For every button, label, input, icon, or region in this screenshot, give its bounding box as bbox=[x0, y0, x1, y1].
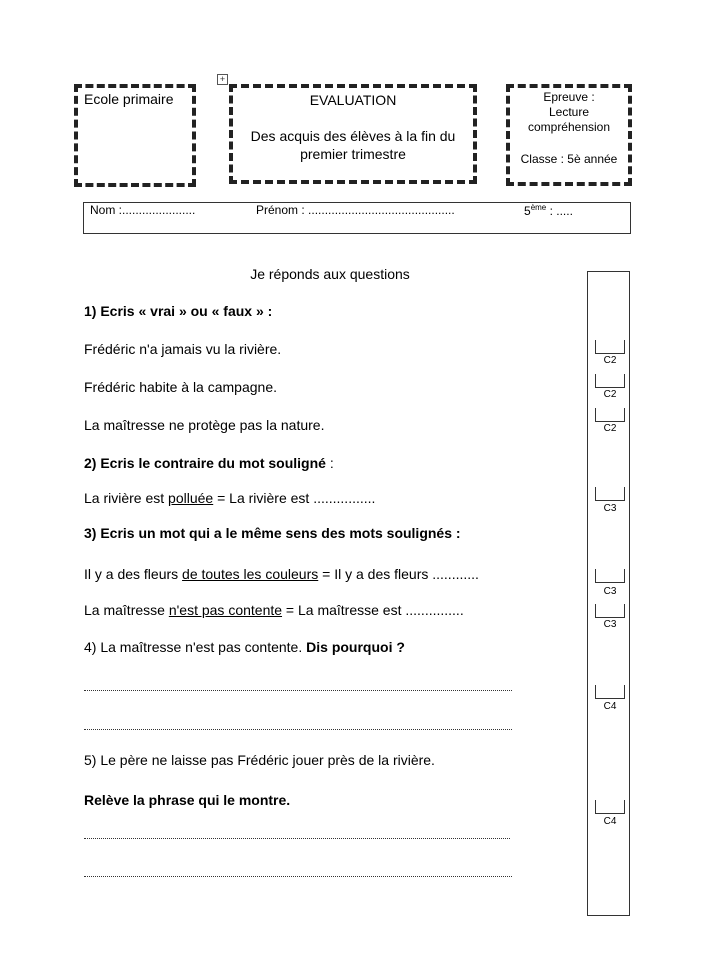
q3-s1-start: Il y a des fleurs bbox=[84, 566, 183, 582]
q4-answer-line-1[interactable] bbox=[84, 690, 512, 691]
school-box bbox=[74, 84, 196, 187]
q1-item-1: Frédéric n'a jamais vu la rivière. bbox=[84, 341, 282, 357]
subject-line2: compréhension bbox=[527, 120, 611, 134]
subject-box bbox=[506, 84, 632, 186]
q2-sentence-end: = La rivière est ................ bbox=[213, 490, 376, 506]
criterion-label-5: C3 bbox=[603, 586, 617, 597]
q5-sentence: 5) Le père ne laisse pas Frédéric jouer près de la rivière. bbox=[84, 752, 435, 768]
q3-s1-end: = Il y a des fleurs ............ bbox=[318, 566, 479, 582]
score-box-6[interactable] bbox=[595, 604, 625, 618]
subject-line1: Lecture bbox=[548, 105, 590, 119]
q2-underlined-word: polluée bbox=[168, 490, 214, 506]
score-box-2[interactable] bbox=[595, 374, 625, 388]
q3-s1-underlined: de toutes les couleurs bbox=[182, 566, 319, 582]
q2-instruction-line bbox=[84, 455, 334, 471]
prenom-field[interactable]: Prénom : ............................................ bbox=[256, 203, 455, 217]
criterion-label-3: C2 bbox=[603, 423, 617, 434]
score-box-7[interactable] bbox=[595, 685, 625, 699]
criterion-label-4: C3 bbox=[603, 503, 617, 514]
q4-answer-line-2[interactable] bbox=[84, 729, 512, 730]
grade-suffix: : ..... bbox=[546, 204, 573, 218]
q4-prompt: Dis pourquoi ? bbox=[306, 639, 405, 655]
q1-item-3: La maîtresse ne protège pas la nature. bbox=[84, 417, 325, 433]
q2-sentence-start: La rivière est bbox=[84, 490, 169, 506]
evaluation-box bbox=[229, 84, 477, 184]
evaluation-title: EVALUATION bbox=[309, 92, 397, 108]
school-name: Ecole primaire bbox=[84, 91, 174, 107]
q4-question bbox=[84, 639, 405, 655]
epreuve-label: Epreuve : bbox=[543, 90, 595, 104]
q1-item-2: Frédéric habite à la campagne. bbox=[84, 379, 277, 395]
q5-answer-line-2[interactable] bbox=[84, 876, 512, 877]
score-box-8[interactable] bbox=[595, 800, 625, 814]
evaluation-subtitle: Des acquis des élèves à la fin du premier trimestre bbox=[250, 128, 456, 162]
q3-s2-underlined: n'est pas contente bbox=[168, 602, 283, 618]
score-box-5[interactable] bbox=[595, 569, 625, 583]
score-box-3[interactable] bbox=[595, 408, 625, 422]
q2-instruction-tail: : bbox=[325, 455, 334, 471]
q4-sentence: 4) La maîtresse n'est pas contente. bbox=[84, 639, 307, 655]
q3-s2-start: La maîtresse bbox=[84, 602, 169, 618]
q1-instruction: 1) Ecris « vrai » ou « faux » : bbox=[84, 303, 273, 319]
table-move-handle-icon[interactable]: + bbox=[217, 74, 228, 85]
q2-sentence bbox=[84, 490, 375, 506]
q3-s2-end: = La maîtresse est ............... bbox=[282, 602, 464, 618]
criterion-label-8: C4 bbox=[603, 816, 617, 827]
nom-field[interactable]: Nom :...................... bbox=[90, 203, 196, 217]
q3-sentence-1 bbox=[84, 566, 479, 582]
q5-answer-line-1[interactable] bbox=[84, 838, 510, 839]
q5-instruction: Relève la phrase qui le montre. bbox=[84, 792, 291, 808]
grade-sup: ème bbox=[530, 203, 547, 212]
class-label: Classe : 5è année bbox=[520, 152, 618, 166]
worksheet-title: Je réponds aux questions bbox=[250, 266, 410, 282]
grade-field[interactable] bbox=[524, 203, 573, 218]
score-box-1[interactable] bbox=[595, 340, 625, 354]
criterion-label-7: C4 bbox=[603, 701, 617, 712]
criterion-label-6: C3 bbox=[603, 619, 617, 630]
score-box-4[interactable] bbox=[595, 487, 625, 501]
q3-sentence-2 bbox=[84, 602, 464, 618]
criterion-label-1: C2 bbox=[603, 355, 617, 366]
criterion-label-2: C2 bbox=[603, 389, 617, 400]
q3-instruction: 3) Ecris un mot qui a le même sens des mots soulignés : bbox=[84, 525, 461, 541]
q2-instruction: 2) Ecris le contraire du mot souligné bbox=[84, 455, 326, 471]
grade-prefix: 5 bbox=[524, 204, 531, 218]
identity-box bbox=[83, 202, 631, 234]
